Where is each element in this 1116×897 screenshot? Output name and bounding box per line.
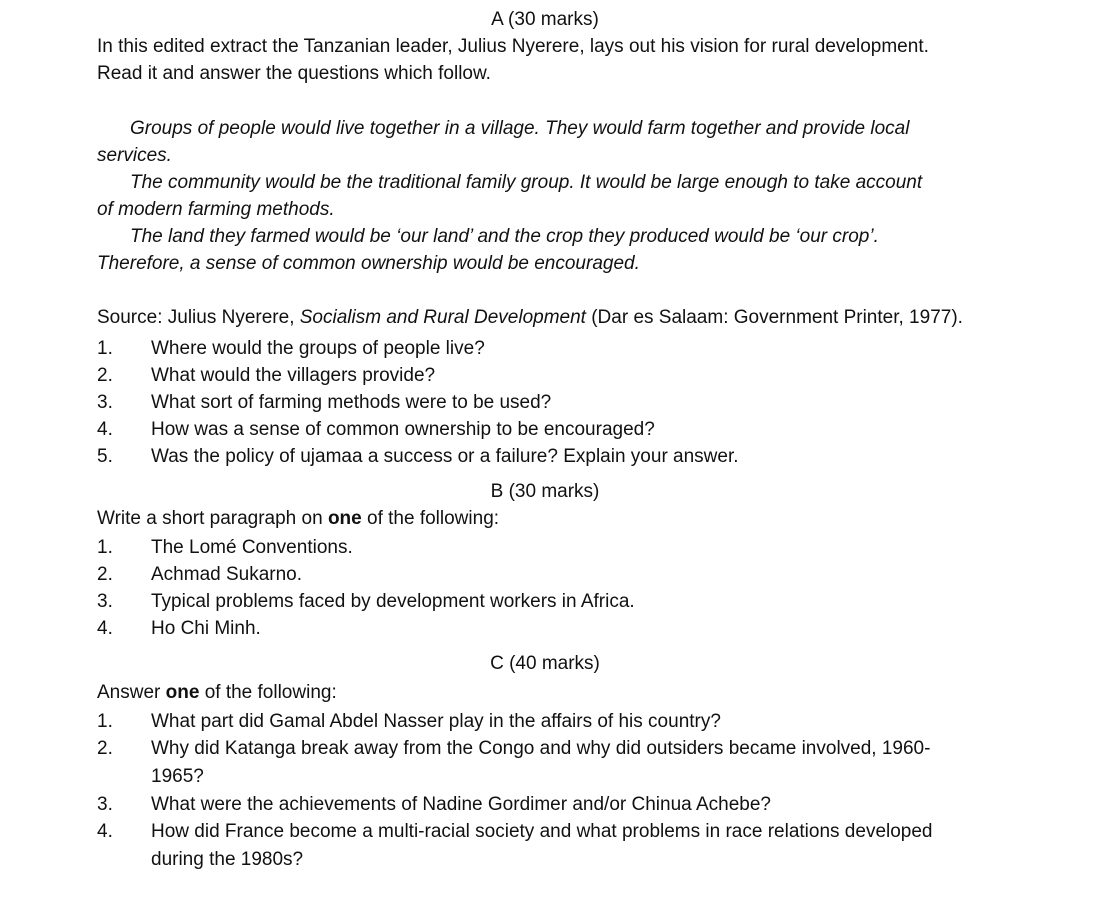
section-a-intro bbox=[97, 33, 1027, 87]
section-c-questions bbox=[97, 708, 1027, 874]
list-item: 2. Achmad Sukarno. bbox=[97, 564, 303, 585]
section-b-instruction: Write a short paragraph on one of the following: bbox=[97, 508, 500, 529]
nyerere-extract bbox=[97, 115, 1027, 277]
list-item: 3. What were the achievements of Nadine Gordimer and/or Chinua Achebe? bbox=[97, 794, 771, 815]
list-item: 5. Was the policy of ujamaa a success or a failure? Explain your answer. bbox=[97, 446, 739, 467]
extract-paragraph-3: The land they farmed would be ‘our land’ and the crop they produced would be ‘our crop’. Therefore, a sense of common ownership would be encouraged. bbox=[97, 226, 879, 274]
intro-line-2: Read it and answer the questions which follow. bbox=[97, 63, 491, 84]
extract-paragraph-1: Groups of people would live together in a village. They would farm together and provide local services. bbox=[97, 118, 910, 166]
section-a-heading: A (30 marks) bbox=[491, 9, 599, 30]
list-item: 2. Why did Katanga break away from the Congo and why did outsiders became involved, 1960- 1965? bbox=[97, 738, 931, 787]
list-item: 4. How was a sense of common ownership to be encouraged? bbox=[97, 419, 655, 440]
extract-paragraph-2: The community would be the traditional family group. It would be large enough to take account of modern farming methods. bbox=[97, 172, 923, 220]
list-item: 1. What part did Gamal Abdel Nasser play in the affairs of his country? bbox=[97, 711, 721, 732]
list-item: 3. What sort of farming methods were to be used? bbox=[97, 392, 552, 413]
source-title: Socialism and Rural Development bbox=[299, 307, 586, 328]
section-b-heading: B (30 marks) bbox=[490, 481, 600, 502]
list-item: 2. What would the villagers provide? bbox=[97, 365, 436, 386]
list-item: 1. Where would the groups of people live? bbox=[97, 338, 485, 359]
list-item: 4. Ho Chi Minh. bbox=[97, 618, 261, 639]
section-c-heading: C (40 marks) bbox=[490, 653, 600, 674]
section-b-topics bbox=[97, 534, 1027, 642]
list-item: 4. How did France become a multi-racial society and what problems in race relations developed during the 1980s? bbox=[97, 821, 933, 870]
list-item: 1. The Lomé Conventions. bbox=[97, 537, 353, 558]
section-c-instruction: Answer one of the following: bbox=[97, 682, 337, 703]
exam-content bbox=[97, 6, 1027, 874]
section-a-questions bbox=[97, 335, 1027, 470]
extract-source: Source: Julius Nyerere, Socialism and Rural Development (Dar es Salaam: Government Printer, 1977). bbox=[97, 307, 963, 328]
intro-line-1: In this edited extract the Tanzanian leader, Julius Nyerere, lays out his vision for rural development. bbox=[97, 36, 929, 57]
list-item: 3. Typical problems faced by development workers in Africa. bbox=[97, 591, 635, 612]
